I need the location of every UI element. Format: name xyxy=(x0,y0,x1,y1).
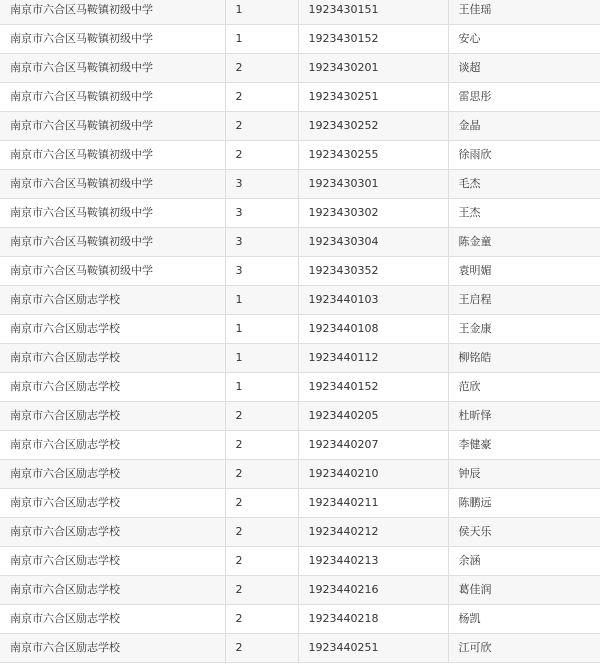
school-name-cell: 南京市六合区励志学校 xyxy=(0,634,225,663)
student-name-cell: 谈超 xyxy=(448,54,600,83)
student-name-cell: 王金康 xyxy=(448,315,600,344)
school-name-cell: 南京市六合区励志学校 xyxy=(0,460,225,489)
student-name-cell: 金晶 xyxy=(448,112,600,141)
student-id-cell: 1923430252 xyxy=(298,112,448,141)
school-name-cell: 南京市六合区马鞍镇初级中学 xyxy=(0,83,225,112)
table-row xyxy=(0,141,600,170)
student-id-cell: 1923440205 xyxy=(298,402,448,431)
student-name-cell: 江可欣 xyxy=(448,634,600,663)
student-id-cell: 1923430152 xyxy=(298,25,448,54)
student-id-cell: 1923440152 xyxy=(298,373,448,402)
table-row xyxy=(0,344,600,373)
table-row xyxy=(0,634,600,663)
student-name-cell: 钟辰 xyxy=(448,460,600,489)
school-name-cell: 南京市六合区励志学校 xyxy=(0,547,225,576)
student-name-cell: 范欣 xyxy=(448,373,600,402)
table-row xyxy=(0,286,600,315)
class-number-cell: 2 xyxy=(225,54,298,83)
table-row xyxy=(0,0,600,25)
table-row xyxy=(0,112,600,141)
student-name-cell: 王佳瑶 xyxy=(448,0,600,25)
table-row xyxy=(0,605,600,634)
table-row xyxy=(0,373,600,402)
table-row xyxy=(0,257,600,286)
student-id-cell: 1923440216 xyxy=(298,576,448,605)
student-id-cell: 1923430301 xyxy=(298,170,448,199)
school-name-cell: 南京市六合区励志学校 xyxy=(0,344,225,373)
school-name-cell: 南京市六合区马鞍镇初级中学 xyxy=(0,141,225,170)
school-name-cell: 南京市六合区马鞍镇初级中学 xyxy=(0,112,225,141)
class-number-cell: 3 xyxy=(225,199,298,228)
student-name-cell: 袁明媚 xyxy=(448,257,600,286)
class-number-cell: 1 xyxy=(225,373,298,402)
class-number-cell: 1 xyxy=(225,286,298,315)
student-id-cell: 1923440108 xyxy=(298,315,448,344)
student-name-cell: 柳铭皓 xyxy=(448,344,600,373)
student-id-cell: 1923430352 xyxy=(298,257,448,286)
student-name-cell: 王杰 xyxy=(448,199,600,228)
student-name-cell: 陈金童 xyxy=(448,228,600,257)
student-id-cell: 1923430151 xyxy=(298,0,448,25)
school-name-cell: 南京市六合区马鞍镇初级中学 xyxy=(0,25,225,54)
student-name-cell: 雷思彤 xyxy=(448,83,600,112)
student-id-cell: 1923440207 xyxy=(298,431,448,460)
table-row xyxy=(0,460,600,489)
student-id-cell: 1923440211 xyxy=(298,489,448,518)
student-id-cell: 1923430201 xyxy=(298,54,448,83)
student-name-cell: 杨凯 xyxy=(448,605,600,634)
table-row xyxy=(0,576,600,605)
table-row xyxy=(0,170,600,199)
class-number-cell: 2 xyxy=(225,460,298,489)
school-name-cell: 南京市六合区励志学校 xyxy=(0,315,225,344)
class-number-cell: 2 xyxy=(225,431,298,460)
table-row xyxy=(0,489,600,518)
class-number-cell: 2 xyxy=(225,576,298,605)
student-name-cell: 徐雨欣 xyxy=(448,141,600,170)
student-name-cell: 葛佳润 xyxy=(448,576,600,605)
student-name-cell: 李健豪 xyxy=(448,431,600,460)
table-row xyxy=(0,25,600,54)
class-number-cell: 3 xyxy=(225,170,298,199)
school-name-cell: 南京市六合区马鞍镇初级中学 xyxy=(0,0,225,25)
school-name-cell: 南京市六合区励志学校 xyxy=(0,373,225,402)
class-number-cell: 3 xyxy=(225,257,298,286)
student-name-cell: 杜昕怿 xyxy=(448,402,600,431)
school-name-cell: 南京市六合区马鞍镇初级中学 xyxy=(0,228,225,257)
class-number-cell: 2 xyxy=(225,489,298,518)
student-id-cell: 1923440251 xyxy=(298,634,448,663)
class-number-cell: 2 xyxy=(225,402,298,431)
student-name-cell: 安心 xyxy=(448,25,600,54)
student-id-cell: 1923430251 xyxy=(298,83,448,112)
school-name-cell: 南京市六合区马鞍镇初级中学 xyxy=(0,54,225,83)
student-id-cell: 1923430302 xyxy=(298,199,448,228)
student-id-cell: 1923440213 xyxy=(298,547,448,576)
student-name-cell: 毛杰 xyxy=(448,170,600,199)
class-number-cell: 1 xyxy=(225,344,298,373)
table-row xyxy=(0,228,600,257)
table-row xyxy=(0,199,600,228)
school-name-cell: 南京市六合区励志学校 xyxy=(0,605,225,634)
table-row xyxy=(0,402,600,431)
student-name-cell: 侯天乐 xyxy=(448,518,600,547)
student-name-cell: 王启程 xyxy=(448,286,600,315)
class-number-cell: 1 xyxy=(225,25,298,54)
school-name-cell: 南京市六合区励志学校 xyxy=(0,286,225,315)
student-name-cell: 余涵 xyxy=(448,547,600,576)
school-name-cell: 南京市六合区励志学校 xyxy=(0,518,225,547)
table-row xyxy=(0,54,600,83)
class-number-cell: 1 xyxy=(225,315,298,344)
school-name-cell: 南京市六合区马鞍镇初级中学 xyxy=(0,199,225,228)
student-id-cell: 1923430304 xyxy=(298,228,448,257)
class-number-cell: 2 xyxy=(225,518,298,547)
class-number-cell: 2 xyxy=(225,83,298,112)
school-name-cell: 南京市六合区励志学校 xyxy=(0,431,225,460)
student-id-cell: 1923440103 xyxy=(298,286,448,315)
table-row xyxy=(0,431,600,460)
student-id-cell: 1923440112 xyxy=(298,344,448,373)
class-number-cell: 3 xyxy=(225,228,298,257)
table-row xyxy=(0,518,600,547)
class-number-cell: 2 xyxy=(225,141,298,170)
student-id-cell: 1923440210 xyxy=(298,460,448,489)
table-row xyxy=(0,315,600,344)
class-number-cell: 2 xyxy=(225,112,298,141)
school-name-cell: 南京市六合区励志学校 xyxy=(0,402,225,431)
student-id-cell: 1923440218 xyxy=(298,605,448,634)
school-name-cell: 南京市六合区励志学校 xyxy=(0,576,225,605)
student-id-cell: 1923440212 xyxy=(298,518,448,547)
school-name-cell: 南京市六合区马鞍镇初级中学 xyxy=(0,257,225,286)
class-number-cell: 1 xyxy=(225,0,298,25)
table-row xyxy=(0,83,600,112)
student-name-cell: 陈鹏远 xyxy=(448,489,600,518)
class-number-cell: 2 xyxy=(225,547,298,576)
school-name-cell: 南京市六合区励志学校 xyxy=(0,489,225,518)
student-id-cell: 1923430255 xyxy=(298,141,448,170)
class-number-cell: 2 xyxy=(225,634,298,663)
class-number-cell: 2 xyxy=(225,605,298,634)
school-name-cell: 南京市六合区马鞍镇初级中学 xyxy=(0,170,225,199)
table-row xyxy=(0,547,600,576)
